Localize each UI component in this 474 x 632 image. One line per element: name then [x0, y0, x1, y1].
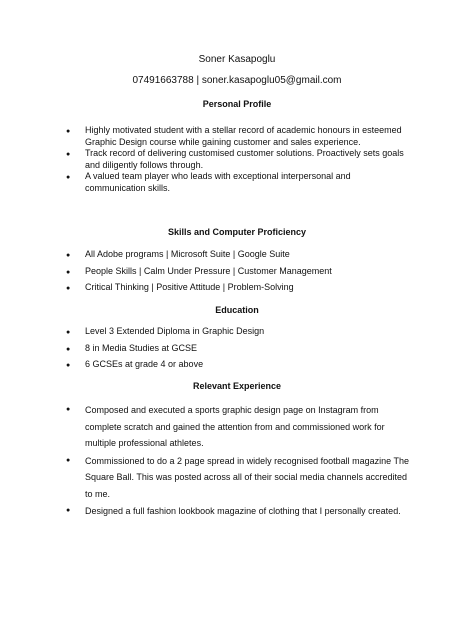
candidate-name: Soner Kasapoglu — [198, 54, 276, 65]
heading-skills: Skills and Computer Proficiency — [167, 227, 307, 237]
list-item: ● Level 3 Extended Diploma in Graphic Design — [65, 325, 410, 337]
profile-list — [65, 125, 410, 194]
contact-details: 07491663788 | soner.kasapoglu05@gmail.com — [132, 75, 342, 86]
list-item: ● Track record of delivering customised customer solutions. Proactively sets goals and diligently follows through. — [65, 148, 410, 171]
heading-education: Education — [215, 305, 259, 315]
heading-experience: Relevant Experience — [192, 381, 282, 391]
education-list — [65, 325, 410, 375]
heading-personal-profile: Personal Profile — [202, 99, 272, 109]
skills-list — [65, 248, 410, 298]
list-item: ● 8 in Media Studies at GCSE — [65, 342, 410, 354]
list-item: ● All Adobe programs | Microsoft Suite | Google Suite — [65, 248, 410, 260]
experience-list — [65, 402, 410, 521]
list-item: ● Critical Thinking | Positive Attitude | Problem-Solving — [65, 281, 410, 293]
list-item: ● 6 GCSEs at grade 4 or above — [65, 358, 410, 370]
list-item: ● A valued team player who leads with exceptional interpersonal and communication skills. — [65, 171, 410, 194]
list-item: ● Highly motivated student with a stellar record of academic honours in esteemed Graphic Design course while gaining customer and sales experience. — [65, 125, 410, 148]
list-item: ● People Skills | Calm Under Pressure | Customer Management — [65, 265, 410, 277]
list-item: ● Designed a full fashion lookbook magazine of clothing that I personally created. — [65, 503, 410, 520]
list-item: ● Composed and executed a sports graphic design page on Instagram from complete scratch and gained the attention from and commissioned work for multiple professional athletes. — [65, 402, 410, 452]
list-item: ● Commissioned to do a 2 page spread in widely recognised football magazine The Square Ball. This was posted across all of their social media channels accredited to me. — [65, 453, 410, 503]
